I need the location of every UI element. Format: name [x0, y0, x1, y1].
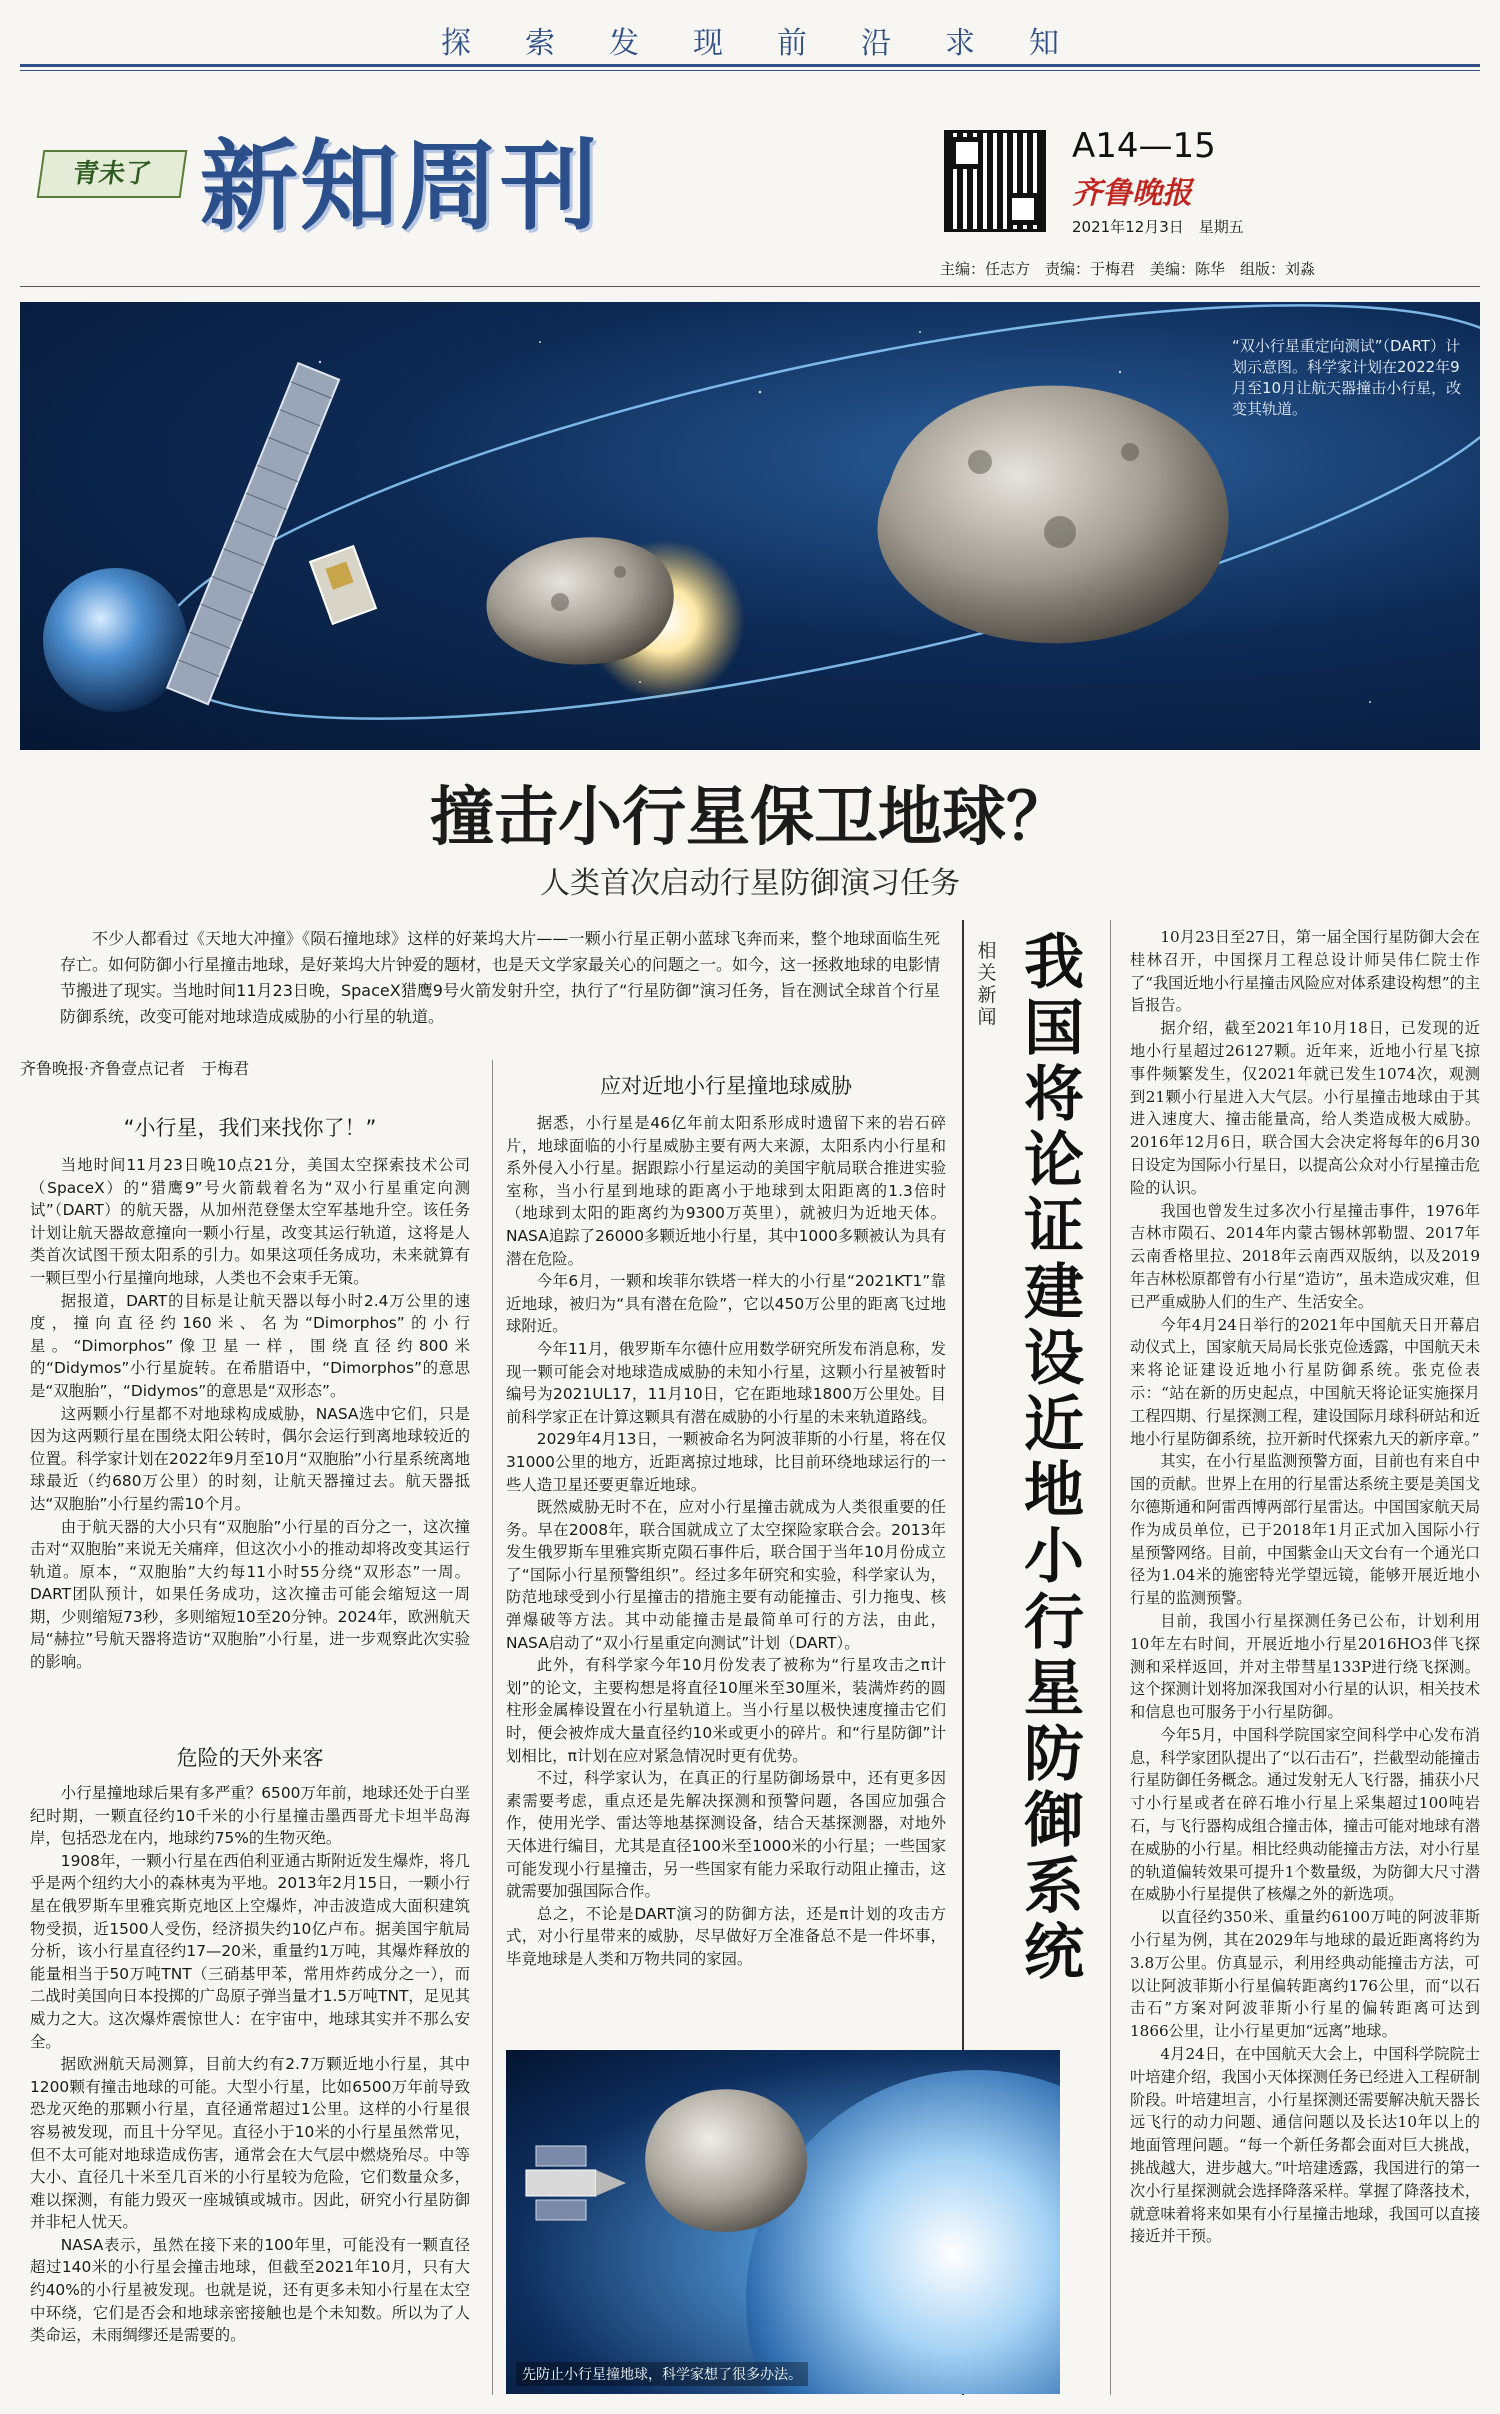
paragraph: 小行星撞地球后果有多严重？6500万年前，地球还处于白垩纪时期，一颗直径约10千米的小行星撞击墨西哥尤卡坦半岛海岸，包括恐龙在内，地球约75%的生物灭绝。 [30, 1784, 470, 1848]
hero-caption: “双小行星重定向测试”（DART）计划示意图。科学家计划在2022年9月至10月让航天器撞击小行星，改变其轨道。 [1232, 337, 1462, 418]
inset-illustration [506, 2050, 1060, 2394]
spacecraft-icon [310, 546, 376, 624]
slogan-char: 索 [525, 26, 555, 61]
lead-paragraph: 不少人都看过《天地大冲撞》《陨石撞地球》这样的好莱坞大片——一颗小行星正朝小蓝球飞奔而来，整个地球面临生死存亡。如何防御小行星撞击地球，是好莱坞大片钟爱的题材，也是天文学家最关心的问题之一。如今，这一拯救地球的电影情节搬进了现实。当地时间11月23日晚，SpaceX猎鹰9号火箭发射升空，执行了“行星防御”演习任务，旨在测试全球首个行星防御系统，改变可能对地球造成威胁的小行星的轨道。 [60, 929, 941, 1026]
related-news-label: 相关新闻 [977, 940, 997, 1028]
earth-icon [43, 568, 187, 712]
slogan-char: 沿 [861, 26, 891, 61]
paragraph: 今年5月，中国科学院国家空间科学中心发布消息，科学家团队提出了“以石击石”，拦截型动能撞击行星防御任务概念。通过发射无人飞行器，捕获小尺寸小行星或者在碎石堆小行星上采集超过100吨岩石，与飞行器构成组合撞击体，撞击可能对地球有潜在威胁的小行星。相比经典动能撞击方法，对小行星的轨道偏转效果可提升1个数量级，为防御大尺寸潜在威胁小行星提供了核爆之外的新选项。 [1130, 1725, 1480, 1904]
paragraph: 当地时间11月23日晚10点21分，美国太空探索技术公司（SpaceX）的“猎鹰9”号火箭载着名为“双小行星重定向测试”（DART）的航天器，从加州范登堡太空军基地升空。该任务计划让航天器故意撞向一颗小行星，改变其运行轨道，这将是人类首次试图干预太阳系的引力。如果这项任务成功，未来就算有一颗巨型小行星撞向地球，人类也不会束手无策。 [30, 1156, 470, 1287]
qr-code-icon [944, 130, 1046, 232]
section3-title: 应对近地小行星撞地球威胁 [600, 1074, 852, 1098]
paragraph: 目前，我国小行星探测任务已公布，计划利用10年左右时间，开展近地小行星2016HO3伴飞探测和采样返回，并对主带彗星133P进行绕飞探测。这个探测计划将加深我国对小行星的认识，相关技术和信息也可服务于小行星防御。 [1130, 1611, 1480, 1722]
paragraph: 据介绍，截至2021年10月18日，已发现的近地小行星超过26127颗。近年来，近地小行星飞掠事件频繁发生，仅2021年就已发生1074次，观测到21颗小行星进入大气层。小行星撞击地球由于其进入速度大、撞击能量高，给人类造成极大威胁。2016年12月6日，联合国大会决定将每年的6月30日设定为国际小行星日，以提高公众对小行星撞击危险的认识。 [1130, 1019, 1480, 1197]
paragraph: 以直径约350米、重量约6100万吨的阿波菲斯小行星为例，其在2029年与地球的最近距离将约为3.8万公里。仿真显示，利用经典动能撞击方法，可以让阿波菲斯小行星偏转距离约176公里，而“以石击石”方案对阿波菲斯小行星的偏转距离可达到1866公里，让小行星更加“远离”地球。 [1130, 1908, 1480, 2041]
paragraph: 由于航天器的大小只有“双胞胎”小行星的百分之一，这次撞击对“双胞胎”来说无关痛痒，但这次小小的推动却将改变其运行轨道。原本，“双胞胎”大约每11小时55分绕“双形态”一周。DART团队预计，如果任务成功，这次撞击可能会缩短这一周期，少则缩短73秒，多则缩短10至20分钟。2024年，欧洲航天局“赫拉”号航天器将造访“双胞胎”小行星，进一步观察此次实验的影响。 [30, 1517, 470, 1672]
paragraph: 此外，有科学家今年10月份发表了被称为“行星攻击之π计划”的论文，主要构想是将直径10厘米至30厘米，装满炸药的圆柱形金属棒设置在小行星轨道上。当小行星以极快速度撞击它们时，便会被炸成大量直径约10米或更小的碎片。和“行星防御”计划相比，π计划在应对紧急情况时更有优势。 [506, 1656, 946, 1765]
headline: 撞击小行星保卫地球？ [430, 780, 1070, 855]
paragraph: 据报道，DART的目标是让航天器以每小时2.4万公里的速度，撞向直径约160米、名为“Dimorphos”的小行星。“Dimorphos”像卫星一样，围绕直径约800米的“Didymos”小行星旋转。在希腊语中，“Dimorphos”的意思是“双胞胎”，“Didymos”的意思是“双形态”。 [30, 1291, 470, 1400]
header-rule-thin [20, 70, 1480, 71]
section2-title: 危险的天外来客 [176, 1746, 324, 1770]
section3-body [506, 1112, 946, 1971]
slogan-char: 发 [609, 26, 639, 61]
section2-body [30, 1782, 470, 2347]
related-news-body [1130, 926, 1480, 2248]
byline: 齐鲁晚报·齐鲁壹点记者 于梅君 [20, 1059, 250, 1078]
issue-date: 2021年12月3日 星期五 [1072, 218, 1244, 236]
brand-logo: 青未了 [37, 150, 188, 198]
credits-rule [20, 286, 1480, 287]
paragraph: 我国也曾发生过多次小行星撞击事件，1976年吉林市陨石、2014年内蒙古锡林郭勒盟、2017年云南香格里拉、2018年云南西双版纳，以及2019年吉林松原都曾有小行星“造访”，虽未造成灾难，但已严重威胁人们的生产、生活安全。 [1130, 1201, 1480, 1311]
slogan-char: 现 [693, 26, 723, 61]
slogan [0, 18, 1500, 62]
solar-panel-icon [167, 363, 339, 704]
subheadline: 人类首次启动行星防御演习任务 [540, 866, 960, 901]
page-number: A14—15 [1072, 126, 1216, 166]
asteroid-icon [645, 2089, 807, 2232]
paragraph: NASA表示，虽然在接下来的100年里，可能没有一颗直径超过140米的小行星会撞击地球，但截至2021年10月，只有大约40%的小行星被发现。也就是说，还有更多未知小行星在太空中环绕，它们是否会和地球亲密接触也是个未知数。所以为了人类命运，未雨绸缪还是需要的。 [30, 2235, 470, 2345]
paragraph: 4月24日，在中国航天大会上，中国科学院院士叶培建介绍，我国小天体探测任务已经进入工程研制阶段。叶培建坦言，小行星探测还需要解决航天器长远飞行的动力问题、通信问题以及长达10年以上的地面管理问题。“每一个新任务都会面对巨大挑战，挑战越大，进步越大。”叶培建透露，我国进行的第一次小行星探测就会选择降落采样。掌握了降落技术，就意味着将来如果有小行星撞击地球，我国可以直接接近并干预。 [1130, 2045, 1480, 2246]
section1-title: “小行星，我们来找你了！” [123, 1116, 377, 1140]
paragraph: 今年6月，一颗和埃菲尔铁塔一样大的小行星“2021KT1”靠近地球，被归为“具有潜在危险”，它以450万公里的距离飞过地球附近。 [506, 1272, 946, 1336]
related-inner-rule [1110, 920, 1111, 2395]
paragraph: 这两颗小行星都不对地球构成威胁，NASA选中它们，只是因为这两颗行星在围绕太阳公转时，偶尔会运行到离地球较近的位置。科学家计划在2022年9月至10月“双胞胎”小行星系统离地球最近（约680万公里）的时刻，让航天器撞过去。航天器抵达“双胞胎”小行星约需10个月。 [30, 1404, 470, 1513]
paragraph: 据悉，小行星是46亿年前太阳系形成时遗留下来的岩石碎片，地球面临的小行星威胁主要有两大来源，太阳系内小行星和系外侵入小行星。据跟踪小行星运动的美国宇航局联合推进实验室称，当小行星到地球的距离小于地球到太阳距离的1.3倍时（地球到太阳的距离约为9300万英里），就被归为近地天体。NASA追踪了26000多颗近地小行星，其中1000多颗被认为具有潜在危险。 [506, 1114, 946, 1268]
related-news-title: 我国将论证建设近地小行星防御系统 [1024, 928, 1084, 1988]
slogan-char: 知 [1029, 26, 1059, 61]
paragraph: 既然威胁无时不在，应对小行星撞击就成为人类很重要的任务。早在2008年，联合国就成立了太空探险家联合会。2013年发生俄罗斯车里雅宾斯克陨石事件后，联合国于当年10月份成立了“国际小行星预警组织”。经过多年研究和实验，科学家认为，防范地球受到小行星撞击的措施主要有动能撞击、引力拖曳、核弹爆破等方法。其中动能撞击是最简单可行的方法，由此，NASA启动了“双小行星重定向测试”计划（DART）。 [506, 1498, 946, 1652]
paragraph: 今年11月，俄罗斯车尔德什应用数学研究所发布消息称，发现一颗可能会对地球造成威胁的未知小行星，这颗小行星被暂时编号为2021UL17，11月10日，它在距地球1800万公里处。目前科学家正在计算这颗具有潜在威胁的小行星的未来轨道路线。 [506, 1339, 946, 1426]
editor-credits: 主编：任志方 责编：于梅君 美编：陈华 组版：刘淼 [940, 260, 1316, 278]
paragraph: 2029年4月13日，一颗被命名为阿波菲斯的小行星，将在仅31000公里的地方，近距离掠过地球，比目前环绕地球运行的一些人造卫星还要更靠近地球。 [506, 1430, 946, 1494]
newspaper-name: 齐鲁晚报 [1072, 176, 1192, 211]
earth-icon [746, 2070, 1060, 2394]
inset-caption: 先防止小行星撞地球，科学家想了很多办法。 [516, 2362, 808, 2386]
paragraph: 据欧洲航天局测算，目前大约有2.7万颗近地小行星，其中1200颗有撞击地球的可能。大型小行星，比如6500万年前导致恐龙灭绝的那颗小行星，直径通常超过1公里。这样的小行星很容易被发现，而且十分罕见。直径小于10米的小行星虽然常见，但不太可能对地球造成伤害，通常会在大气层中燃烧殆尽。中等大小、直径几十米至几百米的小行星较为危险，它们数量众多，难以探测，有能力毁灭一座城镇或城市。因此，研究小行星防御并非杞人忧天。 [30, 2055, 470, 2232]
paragraph: 1908年，一颗小行星在西伯利亚通古斯附近发生爆炸，将几乎是两个纽约大小的森林夷为平地。2013年2月15日，一颗小行星在俄罗斯车里雅宾斯克地区上空爆炸，冲击波造成大面积建筑物受损，近1500人受伤，经济损失约10亿卢布。据美国宇航局分析，该小行星直径约17—20米，重量约1万吨，其爆炸释放的能量相当于50万吨TNT（三硝基甲苯，常用炸药成分之一），而二战时美国向日本投掷的广岛原子弹当量才1.5万吨TNT，足见其威力之大。这次爆炸震惊世人：在宇宙中，地球其实并不那么安全。 [30, 1851, 470, 2051]
paragraph: 今年4月24日举行的2021年中国航天日开幕启动仪式上，国家航天局局长张克俭透露，中国航天未来将论证建设近地小行星防御系统。张克俭表示：“站在新的历史起点，中国航天将论证实施探月工程四期、行星探测工程，建设国际月球科研站和近地小行星防御系统，拉开新时代探索九天的新序章。” [1130, 1315, 1480, 1448]
slogan-char: 求 [945, 26, 975, 61]
slogan-char: 前 [777, 26, 807, 61]
slogan-char: 探 [441, 26, 471, 61]
header-rule [20, 64, 1480, 67]
column-rule [492, 1060, 493, 2395]
paragraph: 10月23日至27日，第一届全国行星防御大会在桂林召开，中国探月工程总设计师吴伟仁院士作了“我国近地小行星撞击风险应对体系建设构想”的主旨报告。 [1130, 928, 1480, 1015]
small-asteroid-icon [487, 537, 674, 664]
masthead-title: 新知周刊 [200, 130, 601, 244]
spacecraft-icon [526, 2146, 626, 2220]
large-asteroid-icon [878, 386, 1229, 644]
section1-body [30, 1154, 470, 1674]
inset-scene [506, 2050, 1060, 2394]
paragraph: 总之，不论是DART演习的防御方法，还是π计划的攻击方式，对小行星带来的威胁，尽早做好万全准备总不是一件坏事，毕竟地球是人类和万物共同的家园。 [506, 1904, 946, 1968]
paragraph: 不过，科学家认为，在真正的行星防御场景中，还有更多因素需要考虑，重点还是先解决探测和预警问题，各国应加强合作，使用光学、雷达等地基探测设备，结合天基探测器，对地外天体进行编目，尤其是直径100米至1000米的小行星；一些国家可能发现小行星撞击，另一些国家有能力采取行动阻止撞击，这就需要加强国际合作。 [506, 1769, 946, 1901]
paragraph: 其实，在小行星监测预警方面，目前也有来自中国的贡献。世界上在用的行星雷达系统主要是美国戈尔德斯通和阿雷西博两部行星雷达。中国国家航天局作为成员单位，已于2018年1月正式加入国际小行星预警网络。目前，中国紫金山天文台有一个通光口径为1.04米的施密特光学望远镜，能够开展近地小行星的监测预警。 [1130, 1452, 1480, 1608]
